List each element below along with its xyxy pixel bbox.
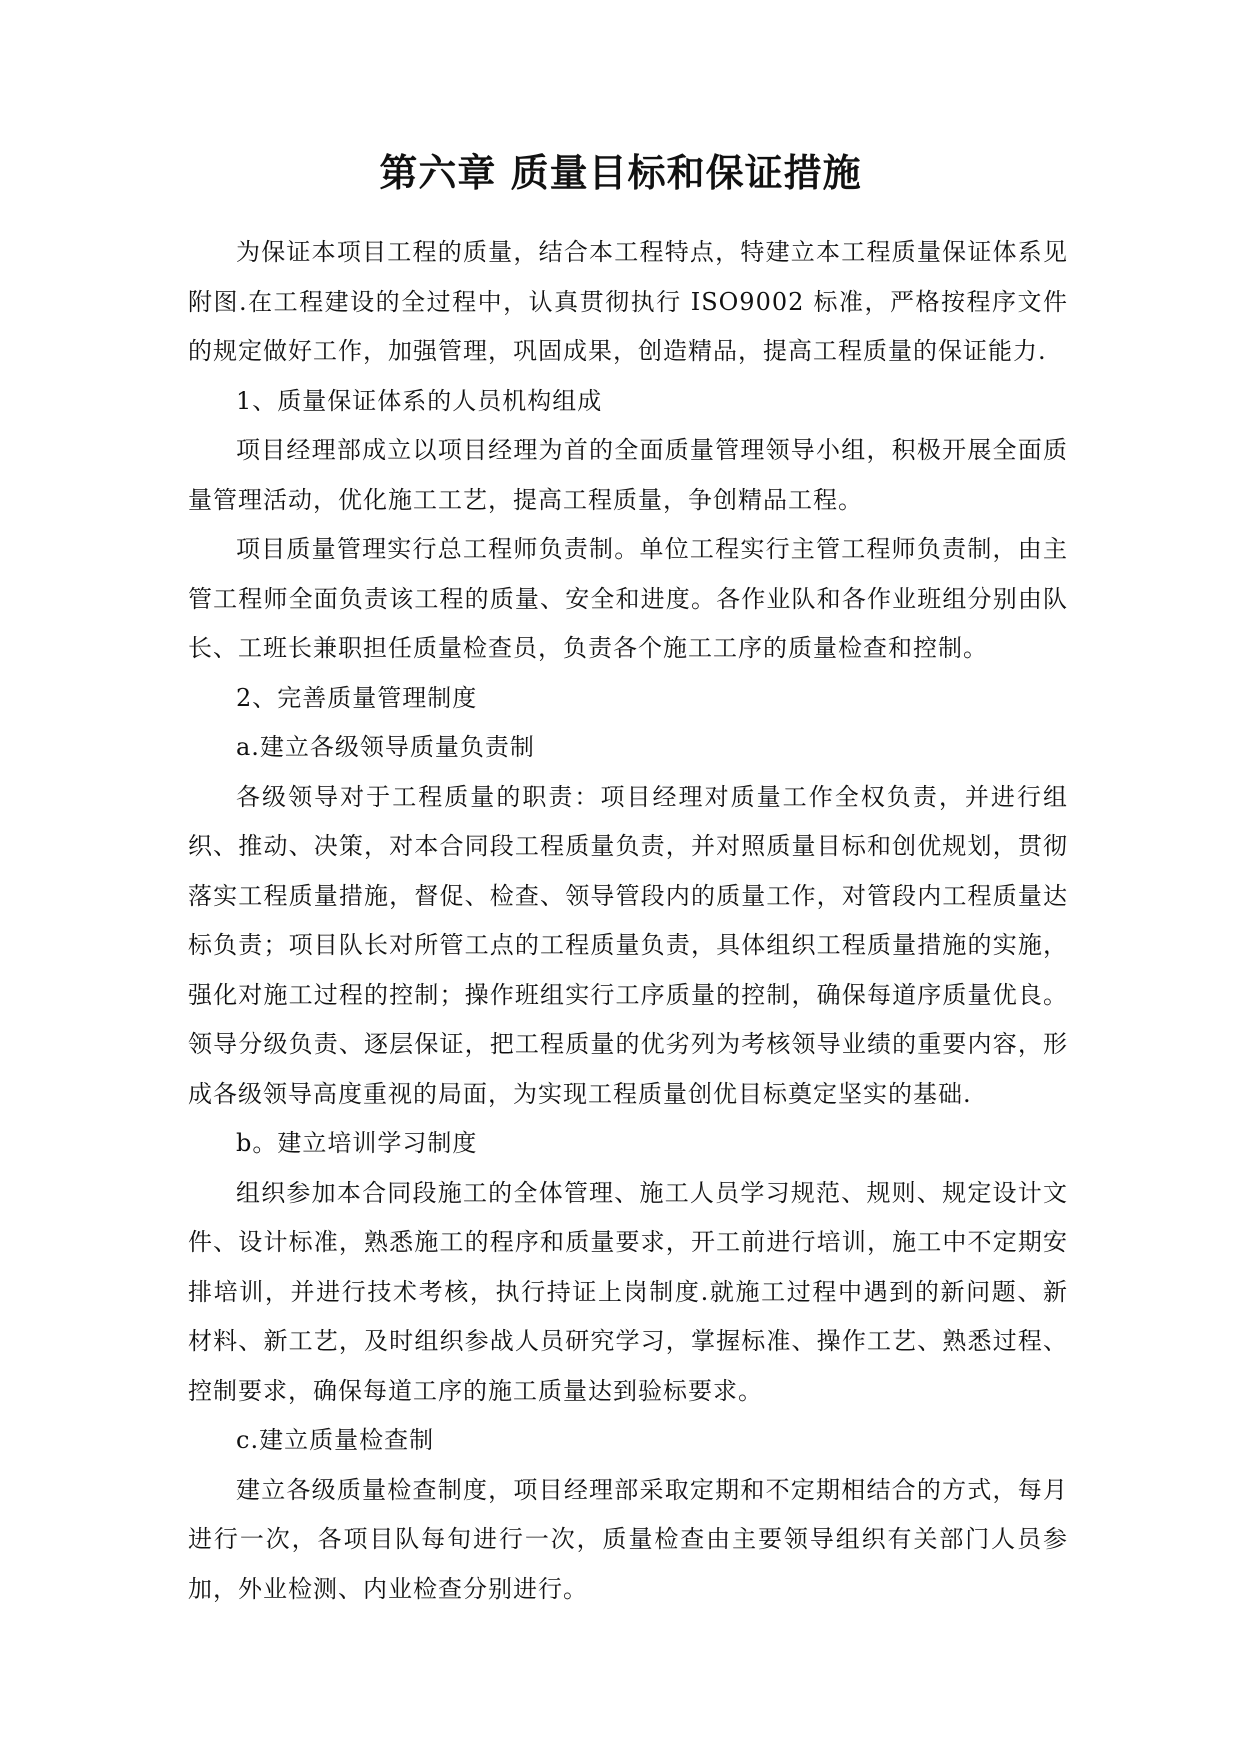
paragraph-training: 组织参加本合同段施工的全体管理、施工人员学习规范、规则、规定设计文件、设计标准，熟悉施工的程序和质量要求，开工前进行培训，施工中不定期安排培训，并进行技术考核，执行持证上岗制度.就施工过程中遇到的新问题、新材料、新工艺，及时组织参战人员研究学习，掌握标准、操作工艺、熟悉过程、控制要求，确保每道工序的施工质量达到验标要求。 [188,1178,1068,1405]
paragraph-leader-duties: 各级领导对于工程质量的职责：项目经理对质量工作全权负责，并进行组织、推动、决策，对本合同段工程质量负责，并对照质量目标和创优规划，贯彻落实工程质量措施，督促、检查、领导管段内的质量工作，对管段内工程质量达标负责；项目队长对所管工点的工程质量负责，具体组织工程质量措施的实施，强化对施工过程的控制；操作班组实行工序质量的控制，确保每道序质量优良。领导分级负责、逐层保证，把工程质量的优劣列为考核领导业绩的重要内容，形成各级领导高度重视的局面，为实现工程质量创优目标奠定坚实的基础. [188,782,1068,1108]
section-heading-2: 2、完善质量管理制度 [236,683,478,712]
document-body [188,228,1068,1614]
paragraph-leadership-group: 项目经理部成立以项目经理为首的全面质量管理领导小组，积极开展全面质量管理活动，优化施工工艺，提高工程质量，争创精品工程。 [188,436,1068,514]
paragraph-inspection: 建立各级质量检查制度，项目经理部采取定期和不定期相结合的方式，每月进行一次，各项目队每旬进行一次，质量检查由主要领导组织有关部门人员参加，外业检测、内业检查分别进行。 [188,1475,1068,1603]
subsection-heading-b: b。建立培训学习制度 [236,1129,478,1157]
intro-paragraph: 为保证本项目工程的质量，结合本工程特点，特建立本工程质量保证体系见附图.在工程建设的全过程中，认真贯彻执行 ISO9002 标准，严格按程序文件的规定做好工作，加强管理，巩固成果，创造精品，提高工程质量的保证能力. [188,238,1068,365]
paragraph-responsibility-system: 项目质量管理实行总工程师负责制。单位工程实行主管工程师负责制，由主管工程师全面负责该工程的质量、安全和进度。各作业队和各作业班组分别由队长、工班长兼职担任质量检查员，负责各个施工工序的质量检查和控制。 [188,535,1068,662]
page-title: 第六章 质量目标和保证措施 [379,150,862,195]
subsection-heading-a: a.建立各级领导质量负责制 [236,733,535,761]
section-heading-1: 1、质量保证体系的人员机构组成 [236,386,603,415]
subsection-heading-c: c.建立质量检查制 [236,1426,435,1454]
